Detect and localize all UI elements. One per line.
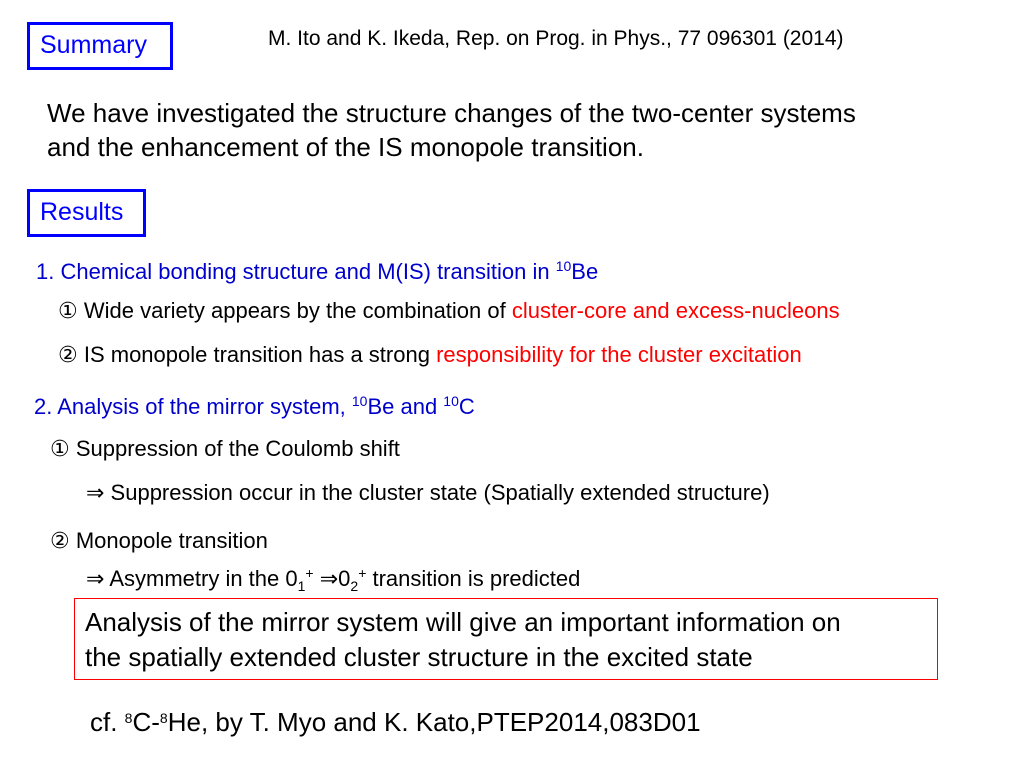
mass-number-superscript: 8 <box>159 710 168 726</box>
item-text: Monopole transition <box>69 528 268 553</box>
item-text: IS monopole transition has a strong <box>77 342 437 367</box>
intro-line-2: and the enhancement of the IS monopole transition. <box>47 132 644 162</box>
parity-superscript: + <box>305 565 314 581</box>
mass-number-superscript: 8 <box>124 710 133 726</box>
highlight-text: responsibility for the cluster excitation <box>436 342 802 367</box>
section-2-heading-text: Be and <box>367 394 444 419</box>
citation: M. Ito and K. Ikeda, Rep. on Prog. in Phys., 77 096301 (2014) <box>268 27 844 50</box>
section-2-item-1 <box>50 436 400 462</box>
section-2-heading-text: 2. Analysis of the mirror system, <box>34 394 352 419</box>
element-symbol: Be <box>571 259 599 284</box>
section-2-item-1-implication: ⇒ Suppression occur in the cluster state (Spatially extended structure) <box>86 480 770 505</box>
state-subscript: 2 <box>350 578 359 594</box>
intro-line-1: We have investigated the structure changes of the two-center systems <box>47 98 856 128</box>
intro-paragraph <box>47 96 987 164</box>
mass-number-superscript: 10 <box>443 393 459 409</box>
element-symbol: C <box>458 394 475 419</box>
item-text: Suppression of the Coulomb shift <box>69 436 400 461</box>
conclusion-line-2: the spatially extended cluster structure in the excited state <box>85 642 753 672</box>
cf-text: He, by T. Myo and K. Kato,PTEP2014,083D01 <box>167 707 701 737</box>
mass-number-superscript: 10 <box>555 258 572 274</box>
circled-one-marker: ① <box>50 436 70 461</box>
state-subscript: 1 <box>297 578 306 594</box>
item-text: Wide variety appears by the combination of <box>77 298 512 323</box>
results-label: Results <box>40 198 124 226</box>
cf-prefix: cf. <box>90 707 125 737</box>
cf-text: C- <box>132 707 160 737</box>
section-2-item-2 <box>50 528 268 554</box>
item-text: ⇒0 <box>313 566 351 591</box>
mass-number-superscript: 10 <box>351 393 368 409</box>
highlight-text: cluster-core and excess-nucleons <box>511 298 840 323</box>
cf-reference <box>90 707 701 738</box>
item-text: ⇒ Asymmetry in the 0 <box>86 566 298 591</box>
circled-two-marker: ② <box>58 342 78 367</box>
parity-superscript: + <box>358 565 367 581</box>
section-1-heading <box>36 259 598 285</box>
section-1-item-1 <box>58 298 840 324</box>
conclusion-line-1: Analysis of the mirror system will give an important information on <box>85 607 841 637</box>
section-1-heading-text: 1. Chemical bonding structure and M(IS) transition in <box>36 259 556 284</box>
summary-label-box <box>27 22 173 70</box>
conclusion-box <box>74 598 938 680</box>
section-2-item-2-implication <box>86 566 580 592</box>
section-2-heading <box>34 394 475 420</box>
results-label-box <box>27 189 146 237</box>
section-1-item-2 <box>58 342 802 368</box>
circled-two-marker: ② <box>50 528 70 553</box>
circled-one-marker: ① <box>58 298 78 323</box>
item-text: transition is predicted <box>366 566 581 591</box>
summary-label: Summary <box>40 31 147 59</box>
